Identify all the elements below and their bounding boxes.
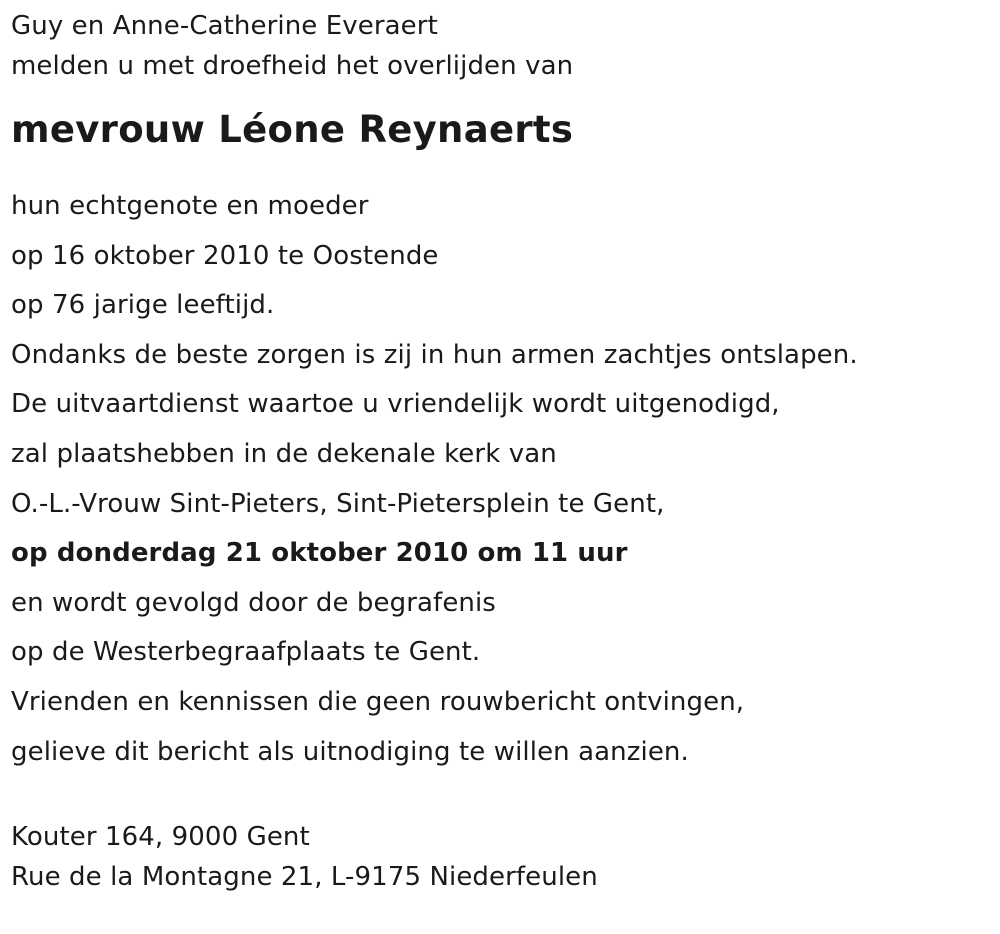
intro-block — [11, 0, 991, 86]
death-notice — [11, 0, 991, 897]
address-line-2: Rue de la Montagne 21, L-9175 Niederfeulen — [11, 862, 598, 893]
notice-body — [11, 182, 991, 777]
age-line: op 76 jarige leeftijd. — [11, 290, 275, 321]
burial-line: en wordt gevolgd door de begrafenis — [11, 587, 496, 618]
date-place-line: op 16 oktober 2010 te Oostende — [11, 240, 439, 271]
address-line-1: Kouter 164, 9000 Gent — [11, 822, 310, 853]
address-block — [11, 817, 991, 897]
service-invite-line: De uitvaartdienst waartoe u vriendelijk wordt uitgenodigd, — [11, 389, 780, 420]
deceased-name: mevrouw Léone Reynaerts — [11, 108, 574, 151]
senders-line: Guy en Anne-Catherine Everaert — [11, 11, 438, 41]
announcement-line: melden u met droefheid het overlijden van — [11, 51, 574, 81]
friends-line: Vrienden en kennissen die geen rouwbericht ontvingen, — [11, 686, 745, 717]
passing-line: Ondanks de beste zorgen is zij in hun armen zachtjes ontslapen. — [11, 339, 858, 370]
service-datetime-line: op donderdag 21 oktober 2010 om 11 uur — [11, 538, 628, 569]
invitation-note-line: gelieve dit bericht als uitnodiging te willen aanzien. — [11, 736, 689, 767]
service-place-line: zal plaatshebben in de dekenale kerk van — [11, 438, 557, 469]
relation-line: hun echtgenote en moeder — [11, 191, 369, 221]
cemetery-line: op de Westerbegraafplaats te Gent. — [11, 637, 481, 668]
church-line: O.-L.-Vrouw Sint-Pieters, Sint-Pietersplein te Gent, — [11, 488, 665, 519]
